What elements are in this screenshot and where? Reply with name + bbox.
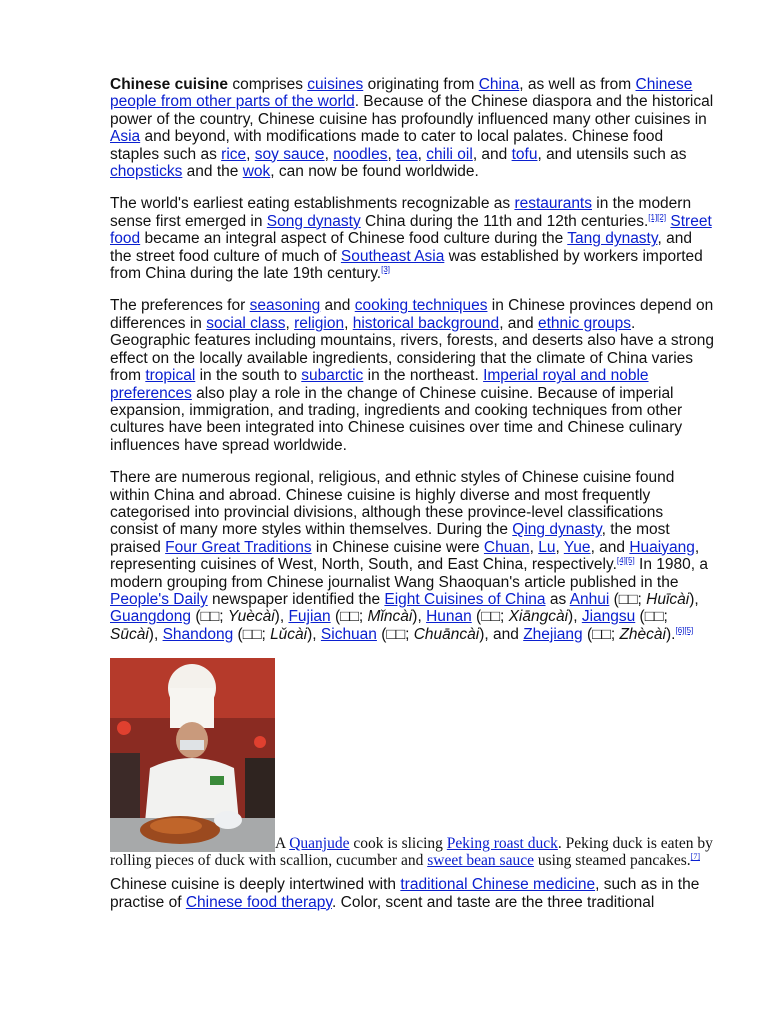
link-wok[interactable]: wok	[242, 163, 271, 181]
link-imperial-royal-preferences[interactable]: Imperial royal and noble preferences	[110, 367, 649, 402]
chef-slicing-duck-image[interactable]	[110, 658, 275, 852]
link-tang-dynasty[interactable]: Tang dynasty	[567, 230, 658, 248]
link-peoples-daily[interactable]: People's Daily	[110, 590, 208, 608]
link-huaiyang[interactable]: Huaiyang	[629, 538, 695, 556]
link-sweet-bean-sauce[interactable]: sweet bean sauce	[427, 852, 534, 870]
link-tropical[interactable]: tropical	[145, 367, 196, 385]
link-ethnic-groups[interactable]: ethnic groups	[537, 314, 632, 332]
link-seasoning[interactable]: seasoning	[249, 297, 321, 315]
link-restaurants[interactable]: restaurants	[514, 195, 592, 213]
link-guangdong[interactable]: Guangdong	[110, 608, 192, 626]
link-tofu[interactable]: tofu	[511, 145, 538, 163]
link-tea[interactable]: tea	[396, 145, 418, 163]
paragraph-medicine: Chinese cuisine is deeply intertwined with traditional Chinese medicine, such as in the practise of Chinese food therapy. Color, scent and taste are the three traditional	[110, 876, 700, 911]
link-qing-dynasty[interactable]: Qing dynasty	[512, 521, 602, 539]
link-eight-cuisines[interactable]: Eight Cuisines of China	[384, 590, 546, 608]
paragraph-regional-styles: There are numerous regional, religious, and ethnic styles of Chinese cuisine found within China and abroad. Chinese cuisine is highly diverse and most frequently categorised into provincial divisions, although these province-level classifications consist of many more styles within themselves. During the Qing dynasty, the most praised Four Great Traditions in Chinese cuisine were Chuan, Lu, Yue, and Huaiyang, representing cuisines of West, North, South, and East China, respectively.[4][5] In 1980, a modern grouping from Chinese journalist Wang Shaoquan's article published in the People's Daily newspaper identified the Eight Cuisines of China as Anhui (□□; Huīcài), Guangdong (□□; Yuècài), Fujian (□□; Mǐncài), Hunan (□□; Xiāngcài), Jiangsu (□□; Sūcài), Shandong (□□; Lǔcài), Sichuan (□□; Chuāncài), and Zhejiang (□□; Zhècài).[6][5]	[110, 469, 708, 643]
paragraph-restaurants: The world's earliest eating establishments recognizable as restaurants in the modern sense first emerged in Song dynasty China during the 11th and 12th centuries.[1][2] Street food became an integral aspect of Chinese food culture during the Tang dynasty, and the street food culture of much of Southeast Asia was established by workers imported from China during the late 19th century.[3]	[110, 195, 712, 283]
link-traditional-chinese-medicine[interactable]: traditional Chinese medicine	[400, 876, 596, 894]
link-historical-background[interactable]: historical background	[352, 314, 500, 332]
link-chuan[interactable]: Chuan	[483, 538, 530, 556]
link-asia[interactable]: Asia	[110, 128, 141, 146]
link-shandong[interactable]: Shandong	[162, 625, 234, 643]
link-fujian[interactable]: Fujian	[288, 608, 331, 626]
link-zhejiang[interactable]: Zhejiang	[523, 625, 583, 643]
link-rice[interactable]: rice	[221, 145, 247, 163]
figure-peking-duck: A Quanjude cook is slicing Peking roast duck. Peking duck is eaten by rolling pieces of duck with scallion, cucumber and sweet bean sauce using steamed pancakes.[7]	[110, 658, 714, 869]
citation-3[interactable]: [3]	[381, 265, 391, 275]
link-yue[interactable]: Yue	[563, 538, 591, 556]
link-song-dynasty[interactable]: Song dynasty	[266, 212, 361, 230]
link-sichuan[interactable]: Sichuan	[320, 625, 377, 643]
citation-4[interactable]: [4]	[616, 556, 626, 566]
paragraph-intro: Chinese cuisine comprises cuisines originating from China, as well as from Chinese people from other parts of the world. Because of the Chinese diaspora and the historical power of the country, Chinese cuisine has profoundly influenced many other cuisines in Asia and beyond, with modifications made to cater to local palates. Chinese food staples such as rice, soy sauce, noodles, tea, chili oil, and tofu, and utensils such as chopsticks and the wok, can now be found worldwide.	[110, 76, 714, 181]
article-body	[110, 76, 714, 926]
link-social-class[interactable]: social class	[206, 314, 286, 332]
link-soy-sauce[interactable]: soy sauce	[254, 145, 325, 163]
link-chinese-food-therapy[interactable]: Chinese food therapy	[185, 893, 333, 911]
citation-5b[interactable]: [5]	[684, 625, 694, 635]
link-anhui[interactable]: Anhui	[569, 590, 610, 608]
link-chopsticks[interactable]: chopsticks	[110, 163, 183, 181]
link-jiangsu[interactable]: Jiangsu	[581, 608, 636, 626]
link-street-food[interactable]: Street food	[110, 212, 712, 248]
link-four-great-traditions[interactable]: Four Great Traditions	[165, 538, 312, 556]
link-cuisines[interactable]: cuisines	[307, 76, 364, 93]
link-southeast-asia[interactable]: Southeast Asia	[340, 247, 445, 265]
citation-7[interactable]: [7]	[690, 852, 700, 862]
link-noodles[interactable]: noodles	[333, 145, 388, 163]
link-china[interactable]: China	[478, 76, 520, 93]
citation-1[interactable]: [1]	[648, 212, 658, 222]
paragraph-preferences: The preferences for seasoning and cooking techniques in Chinese provinces depend on differences in social class, religion, historical background, and ethnic groups. Geographic features including mountains, rivers, forests, and deserts also have a strong effect on the locally available ingredients, considering that the climate of China varies from tropical in the south to subarctic in the northeast. Imperial royal and noble preferences also play a role in the change of Chinese cuisine. Because of imperial expansion, immigration, and trading, ingredients and cooking techniques from other cultures have been integrated into Chinese cuisines over time and Chinese culinary influences have spread worldwide.	[110, 297, 714, 454]
citation-5[interactable]: [5]	[625, 556, 635, 566]
link-cooking-techniques[interactable]: cooking techniques	[354, 297, 488, 315]
link-hunan[interactable]: Hunan	[426, 608, 472, 626]
citation-6[interactable]: [6]	[675, 625, 685, 635]
link-peking-roast-duck[interactable]: Peking roast duck	[446, 835, 558, 853]
article-subject: Chinese cuisine	[110, 76, 229, 93]
link-chinese-people[interactable]: Chinese people from other parts of the world	[110, 76, 693, 111]
link-subarctic[interactable]: subarctic	[301, 367, 364, 385]
citation-2[interactable]: [2]	[657, 212, 667, 222]
link-religion[interactable]: religion	[294, 314, 345, 332]
link-lu[interactable]: Lu	[538, 538, 556, 556]
link-chili-oil[interactable]: chili oil	[426, 145, 473, 163]
link-quanjude[interactable]: Quanjude	[289, 835, 350, 853]
